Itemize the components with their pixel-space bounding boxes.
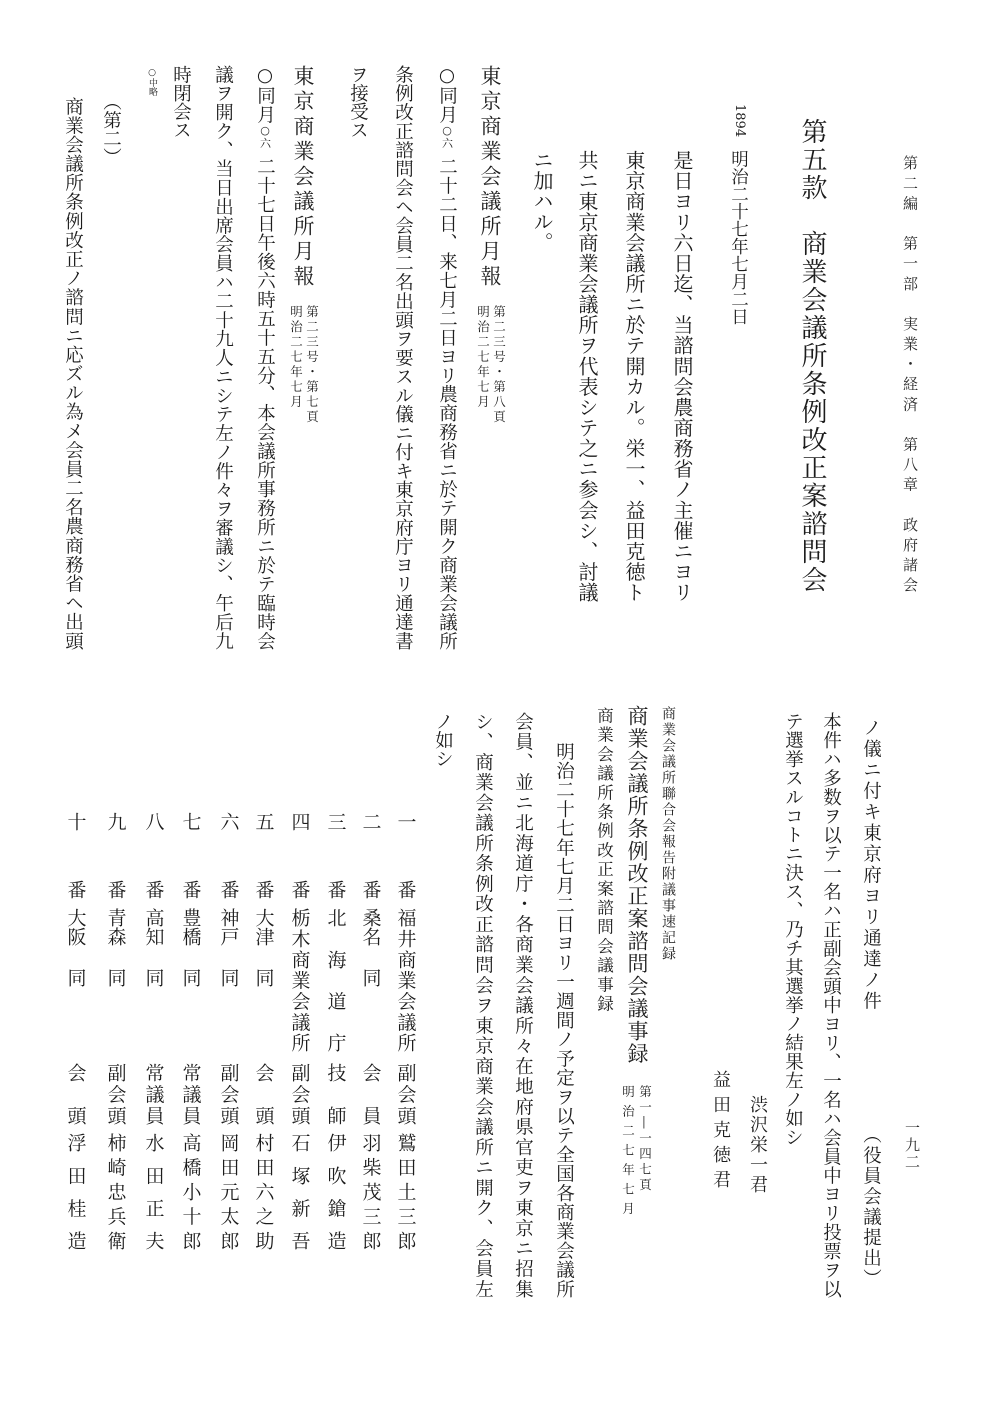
source-citation: 第二三号・第八頁 xyxy=(491,305,507,425)
member-row xyxy=(219,812,238,1252)
member-same: 同 xyxy=(64,968,87,987)
member-number: 九 xyxy=(104,812,127,831)
member-number: 十 xyxy=(64,812,87,831)
member-organization: 神戸 xyxy=(217,908,240,946)
source-citation: 明治二七年七月 xyxy=(620,1085,636,1222)
member-role: 副会頭 xyxy=(104,1063,127,1125)
member-counter: 番 xyxy=(394,880,417,899)
member-organization: 大阪 xyxy=(64,908,87,946)
source-citation: 明治二七年七月 xyxy=(288,305,304,410)
member-same: 同 xyxy=(104,968,127,987)
member-counter: 番 xyxy=(252,880,275,899)
member-name: 水田正夫 xyxy=(142,1133,165,1250)
paragraph-line: 会員、並ニ北海道庁・各商業会議所々在地府県官吏ヲ東京ニ招集 xyxy=(512,712,534,1298)
entry-text: 二十七日午後六時五十五分、本会議所事務所ニ於テ臨時会 xyxy=(254,157,276,651)
member-row xyxy=(290,812,309,1252)
elected-name: 益田克徳君 xyxy=(710,1070,731,1195)
member-organization: 大津 xyxy=(252,908,275,946)
member-number: 三 xyxy=(324,812,347,831)
member-name: 高橋小十郎 xyxy=(179,1133,202,1250)
member-organization: 青森 xyxy=(104,908,127,946)
member-row xyxy=(361,812,380,1252)
item-label: （第二） xyxy=(100,92,122,166)
summary-line: 是日ヨリ六日迄、当諮問会農商務省ノ主催ニヨリ xyxy=(670,150,694,602)
member-row xyxy=(144,812,163,1252)
member-role: 副会頭 xyxy=(394,1063,417,1125)
entry-note: ○六 xyxy=(258,124,272,150)
member-row xyxy=(396,812,415,1252)
member-number: 八 xyxy=(142,812,165,831)
entry-line: 時閉会ス xyxy=(170,65,192,139)
member-same: 同 xyxy=(217,968,240,987)
member-row xyxy=(326,812,345,1252)
member-role: 副会頭 xyxy=(288,1063,311,1125)
member-role: 技師 xyxy=(324,1063,347,1125)
member-same: 同 xyxy=(359,968,382,987)
member-row xyxy=(66,812,85,1252)
member-role: 常議員 xyxy=(179,1063,202,1125)
member-row xyxy=(106,812,125,1252)
member-name: 村田六之助 xyxy=(252,1133,275,1250)
entry-line: ヲ接受ス xyxy=(347,65,369,139)
member-name: 岡田元太郎 xyxy=(217,1133,240,1250)
entry-line xyxy=(255,65,274,650)
member-counter: 番 xyxy=(324,880,347,899)
resolution-line: 本件ハ多数ヲ以テ一名ハ正副会頭中ヨリ、一名ハ会員中ヨリ投票ヲ以 xyxy=(820,712,842,1298)
member-row xyxy=(254,812,273,1252)
member-role: 常議員 xyxy=(142,1063,165,1125)
member-number: 五 xyxy=(252,812,275,831)
member-counter: 番 xyxy=(288,880,311,899)
member-role: 会員 xyxy=(359,1063,382,1125)
entry-line xyxy=(437,65,456,650)
entry-note: ○六 xyxy=(440,124,454,150)
member-role: 会頭 xyxy=(64,1063,87,1125)
member-organization: 桑名 xyxy=(359,908,382,946)
date-line: 明治二十七年七月二日 xyxy=(728,150,749,325)
paragraph-line: 明治二十七年七月二日ヨリ一週間ノ予定ヲ以テ全国各商業会議所 xyxy=(553,742,575,1298)
omission-note: ○中略 xyxy=(147,68,157,96)
member-number: 六 xyxy=(217,812,240,831)
source-title: 東京商業会議所月報 xyxy=(291,65,315,290)
member-name: 石塚新吾 xyxy=(288,1133,311,1250)
source-citation: 明治二七年七月 xyxy=(475,305,491,410)
member-name: 柿崎忠兵衛 xyxy=(104,1133,127,1250)
source-citation: 第二三号・第七頁 xyxy=(304,305,320,425)
member-counter: 番 xyxy=(217,880,240,899)
member-same: 同 xyxy=(252,968,275,987)
member-same: 同 xyxy=(142,968,165,987)
member-name: 鷲田土三郎 xyxy=(394,1133,417,1250)
member-same: 同 xyxy=(179,968,202,987)
paragraph-line: シ、商業会議所条例改正諮問会ヲ東京商業会議所ニ開ク、会員左 xyxy=(472,712,494,1298)
member-number: 二 xyxy=(359,812,382,831)
entry-text: 二十二日、来七月二日ヨリ農商務省ニ於テ開ク商業会議所 xyxy=(436,157,458,651)
member-organization: 豊橋 xyxy=(179,908,202,946)
member-name: 羽柴茂三郎 xyxy=(359,1133,382,1250)
source-citation: 第一―一四七頁 xyxy=(637,1085,653,1194)
member-counter: 番 xyxy=(64,880,87,899)
member-organization: 栃木商業会議所 xyxy=(288,908,311,1052)
running-head: 第二編 第一部 実業・経済 第八章 政府諸会 xyxy=(901,155,919,592)
member-counter: 番 xyxy=(179,880,202,899)
entry-mark: ○同月 xyxy=(436,65,458,125)
resolution-line: テ選挙スルコトニ決ス、乃チ其選挙ノ結果左ノ如シ xyxy=(782,712,804,1147)
elected-name: 渋沢栄一君 xyxy=(747,1095,768,1195)
member-organization: 北海道庁 xyxy=(324,908,347,1052)
entry-line: 条例改正諮問会ヘ会員二名出頭ヲ要スル儀ニ付キ東京府庁ヨリ通達書 xyxy=(392,65,414,650)
item-line: 商業会議所条例改正ノ諮問ニ応ズル為メ会員二名農商務省ヘ出頭 xyxy=(62,97,84,651)
member-counter: 番 xyxy=(359,880,382,899)
member-number: 七 xyxy=(179,812,202,831)
item-line: ノ儀ニ付キ東京府ヨリ通達ノ件 xyxy=(860,718,882,1012)
member-counter: 番 xyxy=(104,880,127,899)
source-title: 東京商業会議所月報 xyxy=(478,65,502,290)
summary-line: 東京商業会議所ニ於テ開カル。栄一、益田克徳ト xyxy=(622,150,646,602)
summary-line: ニ加ハル。 xyxy=(530,150,554,253)
year-label: 1894 xyxy=(732,104,747,138)
member-organization: 福井商業会議所 xyxy=(394,908,417,1052)
series-note: 商業会議所聯合会報告附議事速記録 xyxy=(660,706,676,962)
paragraph-line: ノ如シ xyxy=(432,712,454,768)
proceedings-title: 商業会議所条例改正案諮問会議事録 xyxy=(625,705,649,1065)
section-title: 第五款 商業会議所条例改正案諮問会 xyxy=(797,118,827,592)
entry-line: 議ヲ開ク、当日出席会員ハ二十九人ニシテ左ノ件々ヲ審議シ、午后九 xyxy=(212,65,234,650)
member-organization: 高知 xyxy=(142,908,165,946)
member-name: 伊吹鎗造 xyxy=(324,1133,347,1250)
entry-mark: ○同月 xyxy=(254,65,276,125)
proceedings-subtitle: 商業会議所条例改正案諮問会議事録 xyxy=(594,707,614,1015)
member-counter: 番 xyxy=(142,880,165,899)
item-tag: （役員会議提出） xyxy=(860,1125,882,1289)
member-role: 副会頭 xyxy=(217,1063,240,1125)
member-number: 一 xyxy=(394,812,417,831)
member-name: 浮田桂造 xyxy=(64,1133,87,1250)
page-number: 一九二 xyxy=(903,1120,921,1171)
summary-line: 共ニ東京商業会議所ヲ代表シテ之ニ参会シ、討議 xyxy=(575,150,599,602)
member-role: 会頭 xyxy=(252,1063,275,1125)
member-row xyxy=(181,812,200,1252)
member-number: 四 xyxy=(288,812,311,831)
